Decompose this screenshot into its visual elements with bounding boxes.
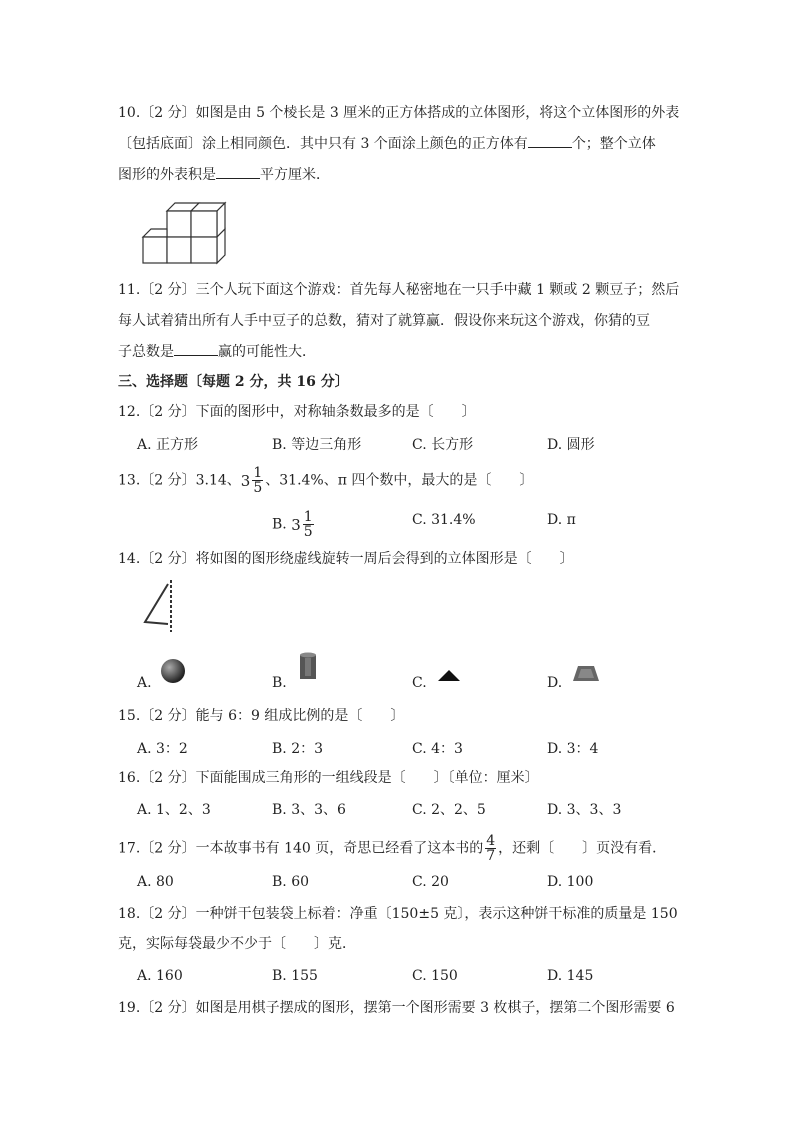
q10-line2-text: 〔包括底面〕涂上相同颜色．其中只有 3 个面涂上颜色的正方体有	[118, 136, 528, 152]
q17-stem-text: 17.〔2 分〕一本故事书有 140 页，奇思已经看了这本书的	[118, 840, 484, 857]
q11-line3	[118, 342, 316, 362]
q14-option-a[interactable]: A.	[137, 675, 152, 691]
q17-option-b[interactable]: B. 60	[272, 874, 310, 890]
q10-line3-text: 图形的外表积是	[118, 167, 216, 183]
right-triangle-figure	[140, 580, 180, 635]
q17-stem-tail: ，还剩〔 〕页没有看．	[498, 840, 667, 857]
q17-stem	[118, 834, 666, 863]
q11-blank[interactable]	[174, 342, 218, 356]
mixed-numerator: 1	[253, 465, 263, 481]
q15-option-d[interactable]: D. 3：4	[547, 741, 599, 757]
frustum-icon	[572, 664, 600, 684]
q15-option-c[interactable]: C. 4：3	[412, 741, 463, 757]
q18-line2: 克，实际每袋最少不少于〔 〕克．	[118, 936, 356, 952]
cylinder-icon	[298, 652, 318, 682]
q14-option-b[interactable]: B.	[272, 675, 287, 691]
q17-option-c[interactable]: C. 20	[412, 874, 449, 890]
q14-option-d[interactable]: D.	[547, 675, 563, 691]
q12-option-d[interactable]: D. 圆形	[547, 437, 595, 453]
mixed-whole: 3	[240, 471, 251, 490]
q15-stem: 15.〔2 分〕能与 6：9 组成比例的是〔 〕	[118, 708, 405, 724]
q13-mixed-number	[241, 466, 265, 495]
q12-option-c[interactable]: C. 长方形	[412, 437, 474, 453]
q11-line3-text: 子总数是	[118, 344, 174, 360]
mixed-numerator: 1	[303, 509, 313, 525]
q16-stem: 16.〔2 分〕下面能围成三角形的一组线段是〔 〕〔单位：厘米〕	[118, 770, 539, 786]
q19-line1: 19.〔2 分〕如图是用棋子摆成的图形，摆第一个图形需要 3 枚棋子，摆第二个图形需要 6	[118, 1000, 675, 1016]
q13-stem	[118, 466, 533, 495]
q10-line1: 10.〔2 分〕如图是由 5 个棱长是 3 厘米的正方体搭成的立体图形，将这个立体图形的外表	[118, 105, 680, 121]
q12-stem: 12.〔2 分〕下面的图形中，对称轴条数最多的是〔 〕	[118, 404, 476, 420]
q17-fraction	[485, 834, 496, 863]
fraction-numerator: 4	[486, 833, 496, 849]
cone-icon	[436, 668, 462, 684]
q18-option-d[interactable]: D. 145	[547, 968, 594, 984]
fraction-denominator: 7	[486, 848, 496, 864]
q11-line1: 11.〔2 分〕三个人玩下面这个游戏：首先每人秘密地在一只手中藏 1 颗或 2 颗豆子；然后	[118, 282, 680, 298]
q16-option-d[interactable]: D. 3、3、3	[547, 802, 622, 818]
q14-stem: 14.〔2 分〕将如图的图形绕虚线旋转一周后会得到的立体图形是〔 〕	[118, 551, 574, 567]
q13-stem-text: 13.〔2 分〕3.14、	[118, 472, 241, 489]
q13-option-c[interactable]: C. 31.4%	[412, 512, 476, 528]
q18-line1: 18.〔2 分〕一种饼干包装袋上标着：净重〔150±5 克〕，表示这种饼干标准的质量是 150	[118, 906, 678, 922]
mixed-denominator: 5	[253, 480, 263, 496]
q11-line3-tail: 赢的可能性大．	[218, 344, 316, 360]
q18-option-b[interactable]: B. 155	[272, 968, 318, 984]
q10-blank-2[interactable]	[216, 165, 260, 179]
section-3-title: 三、选择题〔每题 2 分，共 16 分〕	[118, 374, 349, 390]
q13-option-b[interactable]	[272, 510, 316, 539]
sphere-icon	[160, 658, 186, 684]
q15-option-b[interactable]: B. 2：3	[272, 741, 324, 757]
q10-line3-tail: 平方厘米．	[260, 167, 330, 183]
cubes-figure	[143, 203, 233, 263]
q12-option-b[interactable]: B. 等边三角形	[272, 437, 362, 453]
q14-option-c[interactable]: C.	[412, 675, 427, 691]
q10-line3	[118, 165, 330, 185]
q10-line2	[118, 134, 656, 154]
q16-option-a[interactable]: A. 1、2、3	[137, 802, 211, 818]
q17-option-a[interactable]: A. 80	[137, 874, 174, 890]
q16-option-c[interactable]: C. 2、2、5	[412, 802, 486, 818]
q16-option-b[interactable]: B. 3、3、6	[272, 802, 346, 818]
q11-line2: 每人试着猜出所有人手中豆子的总数，猜对了就算赢．假设你来玩这个游戏，你猜的豆	[118, 313, 650, 329]
q18-option-c[interactable]: C. 150	[412, 968, 458, 984]
q12-option-a[interactable]: A. 正方形	[137, 437, 199, 453]
q10-line2-tail: 个；整个立体	[571, 136, 656, 152]
q13-option-b-mixed	[291, 510, 315, 539]
q13-option-d[interactable]: D. π	[547, 512, 576, 528]
q13-stem-tail: 、31.4%、π 四个数中，最大的是〔 〕	[265, 472, 534, 489]
mixed-whole: 3	[291, 515, 301, 534]
q18-option-a[interactable]: A. 160	[137, 968, 183, 984]
q17-option-d[interactable]: D. 100	[547, 874, 594, 890]
q15-option-a[interactable]: A. 3：2	[137, 741, 188, 757]
mixed-denominator: 5	[303, 524, 313, 540]
q13-option-b-label: B.	[272, 516, 287, 533]
q10-blank-1[interactable]	[528, 134, 572, 148]
